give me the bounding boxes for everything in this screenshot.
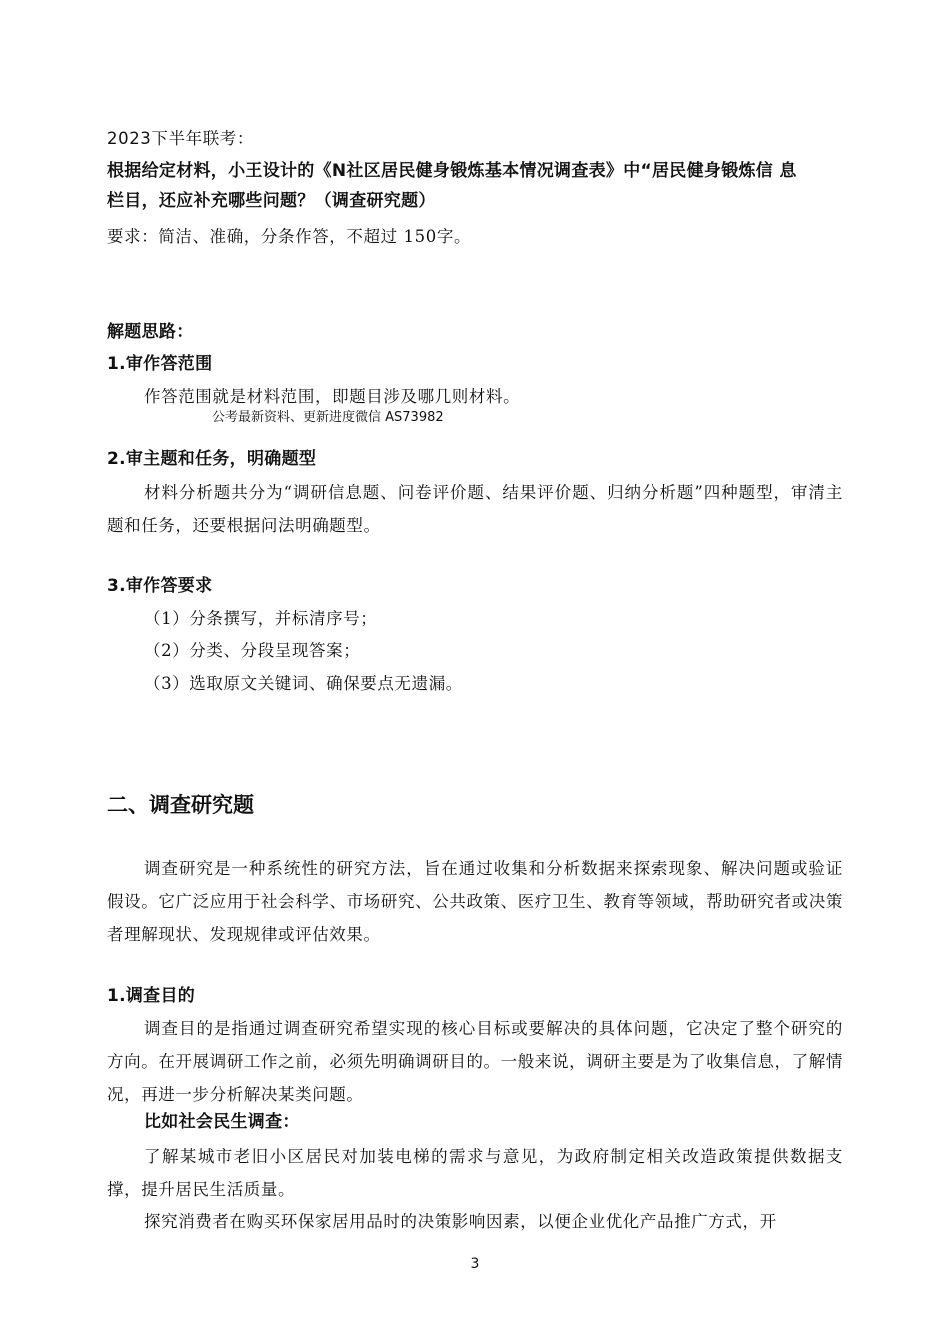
- section-heading: 二、调查研究题: [107, 793, 254, 817]
- section-intro: 调查研究是一种系统性的研究方法，旨在通过收集和分析数据来探索现象、解决问题或验证假设。它广泛应用于社会科学、市场研究、公共政策、医疗卫生、教育等领域，帮助研究者或决策者理解现状、发现规律或评估效果。: [107, 859, 843, 944]
- step-1-title: 1.审作答范围: [107, 354, 213, 374]
- step-3-item-3: （3）选取原文关键词、确保要点无遗漏。: [144, 674, 463, 693]
- page-number: 3: [470, 1256, 480, 1272]
- question-line-1: 根据给定材料，小王设计的《N社区居民健身锻炼基本情况调查表》中“居民健身锻炼信 息: [107, 161, 797, 181]
- example-title: 比如社会民生调查：: [144, 1112, 300, 1132]
- step-2-title: 2.审主题和任务，明确题型: [107, 449, 317, 469]
- exam-label: 2023下半年联考：: [107, 129, 254, 148]
- question-line-2: 栏目，还应补充哪些问题？（调查研究题）: [107, 191, 436, 211]
- step-1-text: 作答范围就是材料范围，即题目涉及哪几则材料。: [144, 387, 521, 406]
- step-2-text: 材料分析题共分为“调研信息题、问卷评价题、结果评价题、归纳分析题”四种题型，审清主题和任务，还要根据问法明确题型。: [107, 483, 843, 535]
- step-3-item-1: （1）分条撰写，并标清序号；: [144, 609, 378, 628]
- approach-title: 解题思路：: [107, 322, 194, 342]
- example-2: 探究消费者在购买环保家居用品时的决策影响因素，以便企业优化产品推广方式，开: [144, 1212, 777, 1231]
- example-1: 了解某城市老旧小区居民对加装电梯的需求与意见，为政府制定相关改造政策提供数据支撑，提升居民生活质量。: [107, 1147, 843, 1199]
- step-3-item-2: （2）分类、分段呈现答案；: [144, 641, 361, 660]
- purpose-text: 调查目的是指通过调查研究希望实现的核心目标或要解决的具体问题，它决定了整个研究的方向。在开展调研工作之前，必须先明确调研目的。一般来说，调研主要是为了收集信息，了解情况，再进一步分析解决某类问题。: [107, 1019, 843, 1104]
- purpose-title: 1.调查目的: [107, 986, 196, 1006]
- watermark-text: 公考最新资料、更新进度微信 AS73982: [212, 410, 444, 425]
- step-3-title: 3.审作答要求: [107, 576, 213, 596]
- requirement: 要求：简洁、准确，分条作答，不超过 150字。: [107, 227, 472, 246]
